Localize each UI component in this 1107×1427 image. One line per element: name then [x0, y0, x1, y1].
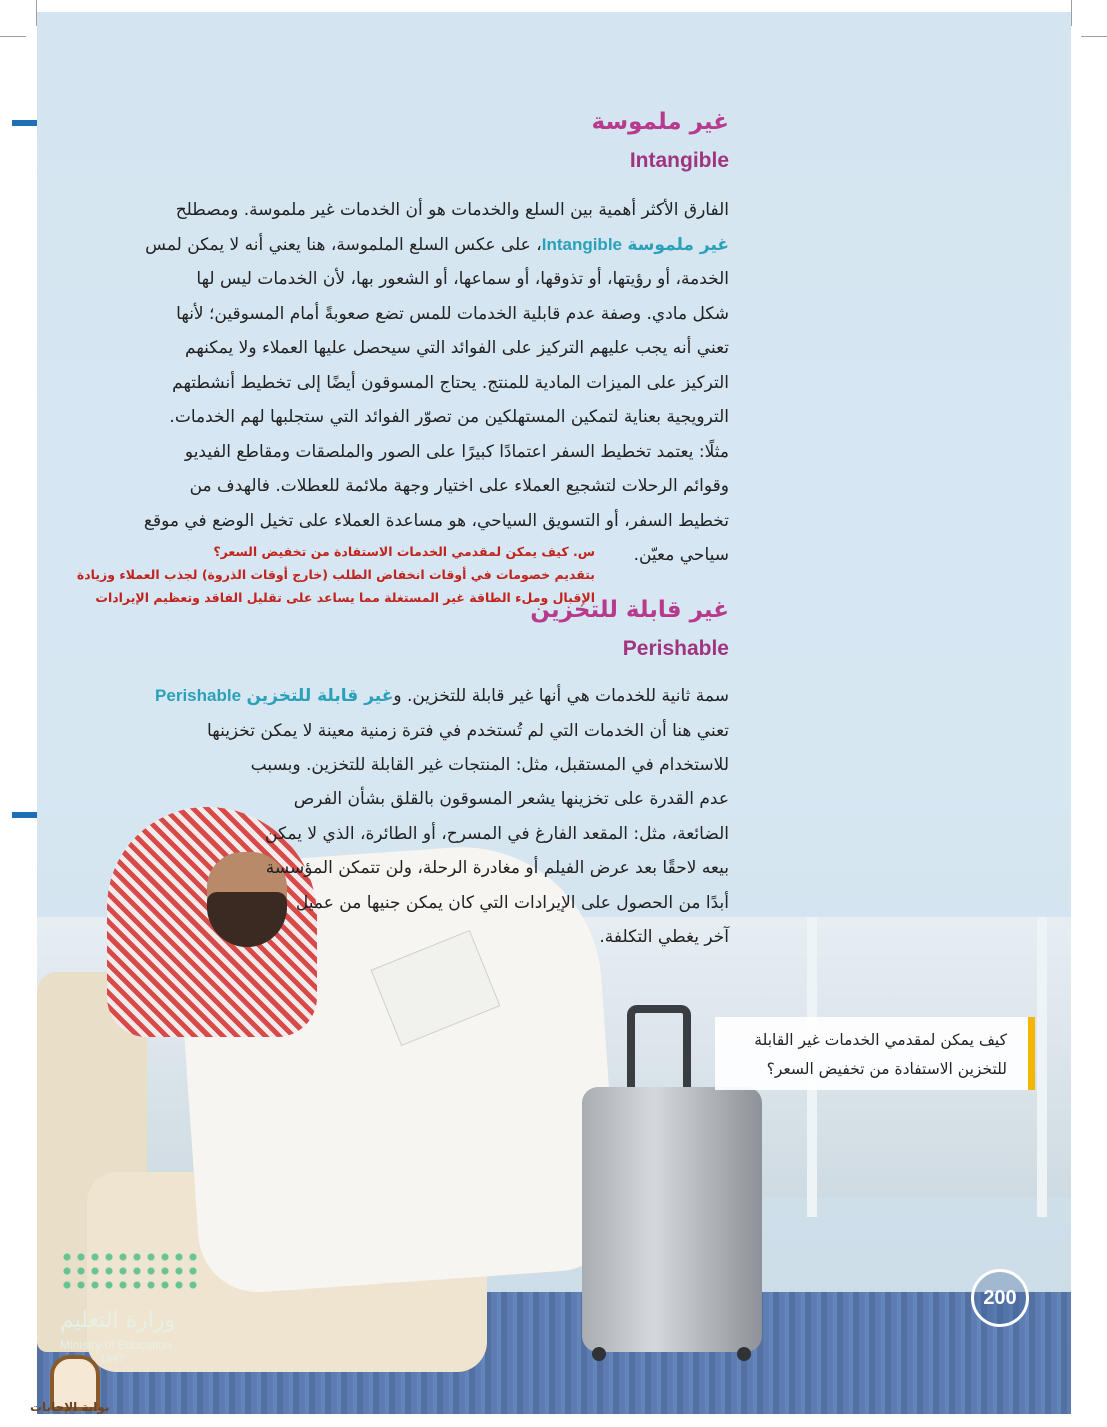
crop-mark	[1071, 0, 1072, 26]
ministry-logo	[60, 1250, 200, 1370]
ministry-name-ar: وزارة التعليم	[60, 1308, 176, 1333]
text-line: بيعه لاحقًا بعد عرض الفيلم أو مغادرة الرحلة، ولن تتمكن المؤسسة	[265, 858, 729, 878]
text-line: شكل مادي. وصفة عدم قابلية الخدمات للمس تضع صعوبةً أمام المسوقين؛ لأنها	[176, 303, 729, 324]
text-line: مثلًا: يعتمد تخطيط السفر اعتمادًا كبيرًا على الصور والملصقات ومقاطع الفيديو	[184, 441, 729, 462]
note-answer-line: الإقبال وملء الطاقة غير المستغلة مما يساعد على تقليل الفاقد وتعظيم الإيرادات	[95, 590, 595, 605]
text-line: تخطيط السفر، أو التسويق السياحي، هو مساعدة العملاء على تخيل الوضع في موقع	[143, 510, 729, 531]
suitcase-wheel	[737, 1347, 751, 1361]
text-line: للاستخدام في المستقبل، مثل: المنتجات غير القابلة للتخزين. وبسبب	[250, 755, 729, 775]
suitcase	[582, 1087, 762, 1352]
note-question: س. كيف يمكن لمقدمي الخدمات الاستفادة من تخفيض السعر؟	[213, 544, 595, 559]
paragraph-perishable-cont	[99, 748, 729, 783]
section-heading-en: Perishable	[622, 637, 729, 660]
callout-line: كيف يمكن لمقدمي الخدمات غير القابلة	[754, 1031, 1007, 1049]
page-number: 200	[971, 1269, 1029, 1327]
text-line: تعني أنه يجب عليهم التركيز على الفوائد التي سيحصل عليها العملاء ولا يمكنهم	[185, 338, 729, 358]
paragraph-perishable	[99, 679, 729, 748]
suitcase-wheel	[592, 1347, 606, 1361]
edge-tab	[12, 120, 38, 126]
callout-line: للتخزين الاستفادة من تخفيض السعر؟	[766, 1060, 1007, 1078]
section-heading-ar: غير قابلة للتخزين	[530, 597, 729, 623]
callout-text	[754, 1026, 1007, 1084]
term-en: Perishable	[155, 686, 242, 705]
term-en: Intangible	[541, 234, 622, 254]
section-heading-en: Intangible	[629, 149, 729, 172]
text-line: الخدمة، أو رؤيتها، أو تذوقها، أو سماعها، أو الشعور بها، لأن الخدمات ليس لها	[196, 269, 729, 289]
ministry-name-en: Ministry of Education	[60, 1338, 172, 1352]
textbook-page	[37, 12, 1071, 1414]
site-watermark: بوابة الإجابات	[30, 1400, 110, 1414]
text-fragment: ، على عكس السلع الملموسة، هنا يعني أنه لا يمكن لمس	[145, 234, 542, 255]
section-heading-ar: غير ملموسة	[591, 109, 729, 135]
text-line: أبدًا من الحصول على الإيرادات التي كان يمكن جنيها من عميل	[295, 892, 729, 913]
crop-mark	[1081, 36, 1107, 37]
crop-mark	[0, 36, 26, 37]
term-ar: غير ملموسة	[627, 234, 729, 255]
text-line: الترويجية بعناية لتمكين المستهلكين من تصوّر الفوائد التي ستجلبها لهم الخدمات.	[169, 407, 729, 427]
text-line	[99, 228, 729, 263]
edge-tab	[12, 812, 38, 818]
term-ar: غير قابلة للتخزين	[246, 686, 394, 706]
paragraph-perishable-wrap	[219, 782, 729, 955]
text-line: التركيز على الميزات المادية للمنتج. يحتاج المسوقون أيضًا إلى تخطيط أنشطتهم	[172, 372, 729, 393]
callout-accent-bar	[1028, 1017, 1035, 1090]
text-line: عدم القدرة على تخزينها يشعر المسوقون بالقلق بشأن الفرص	[293, 789, 729, 809]
text-line: آخر يغطي التكلفة.	[599, 927, 729, 947]
text-line	[99, 679, 729, 714]
text-line: سياحي معيّن.	[633, 545, 729, 565]
note-answer-line: بتقديم خصومات في أوقات انخفاض الطلب (خارج أوقات الذروة) لجذب العملاء وزيادة	[76, 567, 595, 582]
text-fragment: سمة ثانية للخدمات هي أنها غير قابلة للتخزين. و	[393, 686, 729, 706]
text-line: الفارق الأكثر أهمية بين السلع والخدمات هو أن الخدمات غير ملموسة. ومصطلح	[175, 200, 729, 220]
text-line: وقوائم الرحلات لتشجيع العملاء على اختيار وجهة ملائمة للعطلات. فالهدف من	[189, 476, 729, 496]
ministry-year: 1447	[100, 1353, 125, 1365]
text-line: الضائعة، مثل: المقعد الفارغ في المسرح، أو الطائرة، الذي لا يمكن	[265, 823, 729, 844]
ministry-logo-dots	[60, 1250, 200, 1290]
handwritten-note	[76, 540, 595, 609]
text-line: تعني هنا أن الخدمات التي لم تُستخدم في فترة زمنية معينة لا يمكن تخزينها	[207, 720, 729, 741]
window-mullion	[1037, 917, 1047, 1217]
paragraph-intangible	[99, 193, 729, 573]
question-callout	[715, 1017, 1035, 1090]
